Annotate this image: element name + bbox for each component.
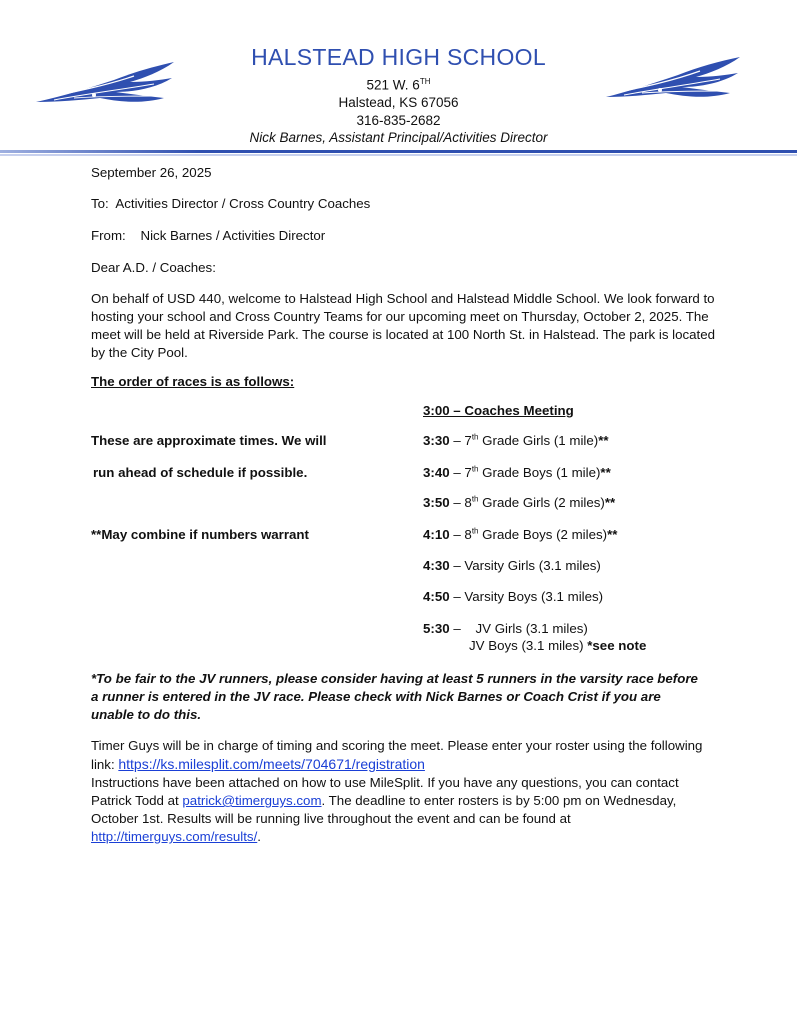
- race-row: 4:50 – Varsity Boys (3.1 miles): [423, 589, 604, 604]
- coaches-meeting: 3:00 – Coaches Meeting: [423, 403, 574, 418]
- combine-note: **May combine if numbers warrant: [91, 527, 309, 542]
- timing-paragraph: Timer Guys will be in charge of timing and scoring the meet. Please enter your roster using the following link: https://ks.milesplit.com/meets/704671/registration Instructions have been attached on how to use MileSplit. If you have any questions, you can contact Patrick Todd at patrick@timerguys.com. The deadline to enter rosters is by 5:00 pm on Wednesday, October 1st. Results will be running live throughout the event and can be found at http://timerguys.com/results/.: [91, 738, 703, 844]
- school-name: HALSTEAD HIGH SCHOOL: [251, 44, 546, 70]
- registration-link[interactable]: https://ks.milesplit.com/meets/704671/registration: [118, 756, 425, 772]
- letter-to: To: Activities Director / Cross Country Coaches: [91, 196, 371, 211]
- race-row: 3:50 – 8th Grade Girls (2 miles)**: [423, 494, 616, 510]
- school-phone: 316-835-2682: [356, 113, 441, 128]
- header-divider: [0, 147, 797, 157]
- race-row: 4:30 – Varsity Girls (3.1 miles): [423, 558, 601, 573]
- race-row: 3:30 – 7th Grade Girls (1 mile)**: [423, 432, 609, 448]
- approx-note-line2: run ahead of schedule if possible.: [93, 465, 308, 480]
- letter-intro: On behalf of USD 440, welcome to Halstead High School and Halstead Middle School. We look forward to hosting your school and Cross Country Teams for our upcoming meet on Thursday, October 2, 2025. The meet will be held at Riverside Park. The course is located at 100 North St. in Halstead. The park is located by the City Pool.: [91, 291, 716, 360]
- letter-from: From: Nick Barnes / Activities Director: [91, 228, 326, 243]
- race-row-jv-girls: 5:30 – JV Girls (3.1 miles): [423, 621, 588, 636]
- email-link[interactable]: patrick@timerguys.com: [182, 793, 322, 808]
- school-street: 521 W. 6TH: [366, 77, 431, 93]
- jv-note: *To be fair to the JV runners, please consider having at least 5 runners in the varsity race before a runner is entered in the JV race. Please check with Nick Barnes or Coach Crist if you are unable to do this.: [91, 671, 698, 722]
- letter-date: September 26, 2025: [91, 165, 212, 180]
- race-row: 4:10 – 8th Grade Boys (2 miles)**: [423, 526, 618, 542]
- results-link[interactable]: http://timerguys.com/results/: [91, 829, 258, 844]
- school-city: Halstead, KS 67056: [338, 95, 459, 110]
- race-row: 3:40 – 7th Grade Boys (1 mile)**: [423, 464, 611, 480]
- order-heading: The order of races is as follows:: [91, 374, 295, 389]
- race-row-jv-boys: JV Boys (3.1 miles) *see note: [469, 638, 647, 653]
- letter-salutation: Dear A.D. / Coaches:: [91, 260, 216, 275]
- approx-note-line1: These are approximate times. We will: [91, 433, 327, 448]
- principal-line: Nick Barnes, Assistant Principal/Activities Director: [249, 130, 548, 145]
